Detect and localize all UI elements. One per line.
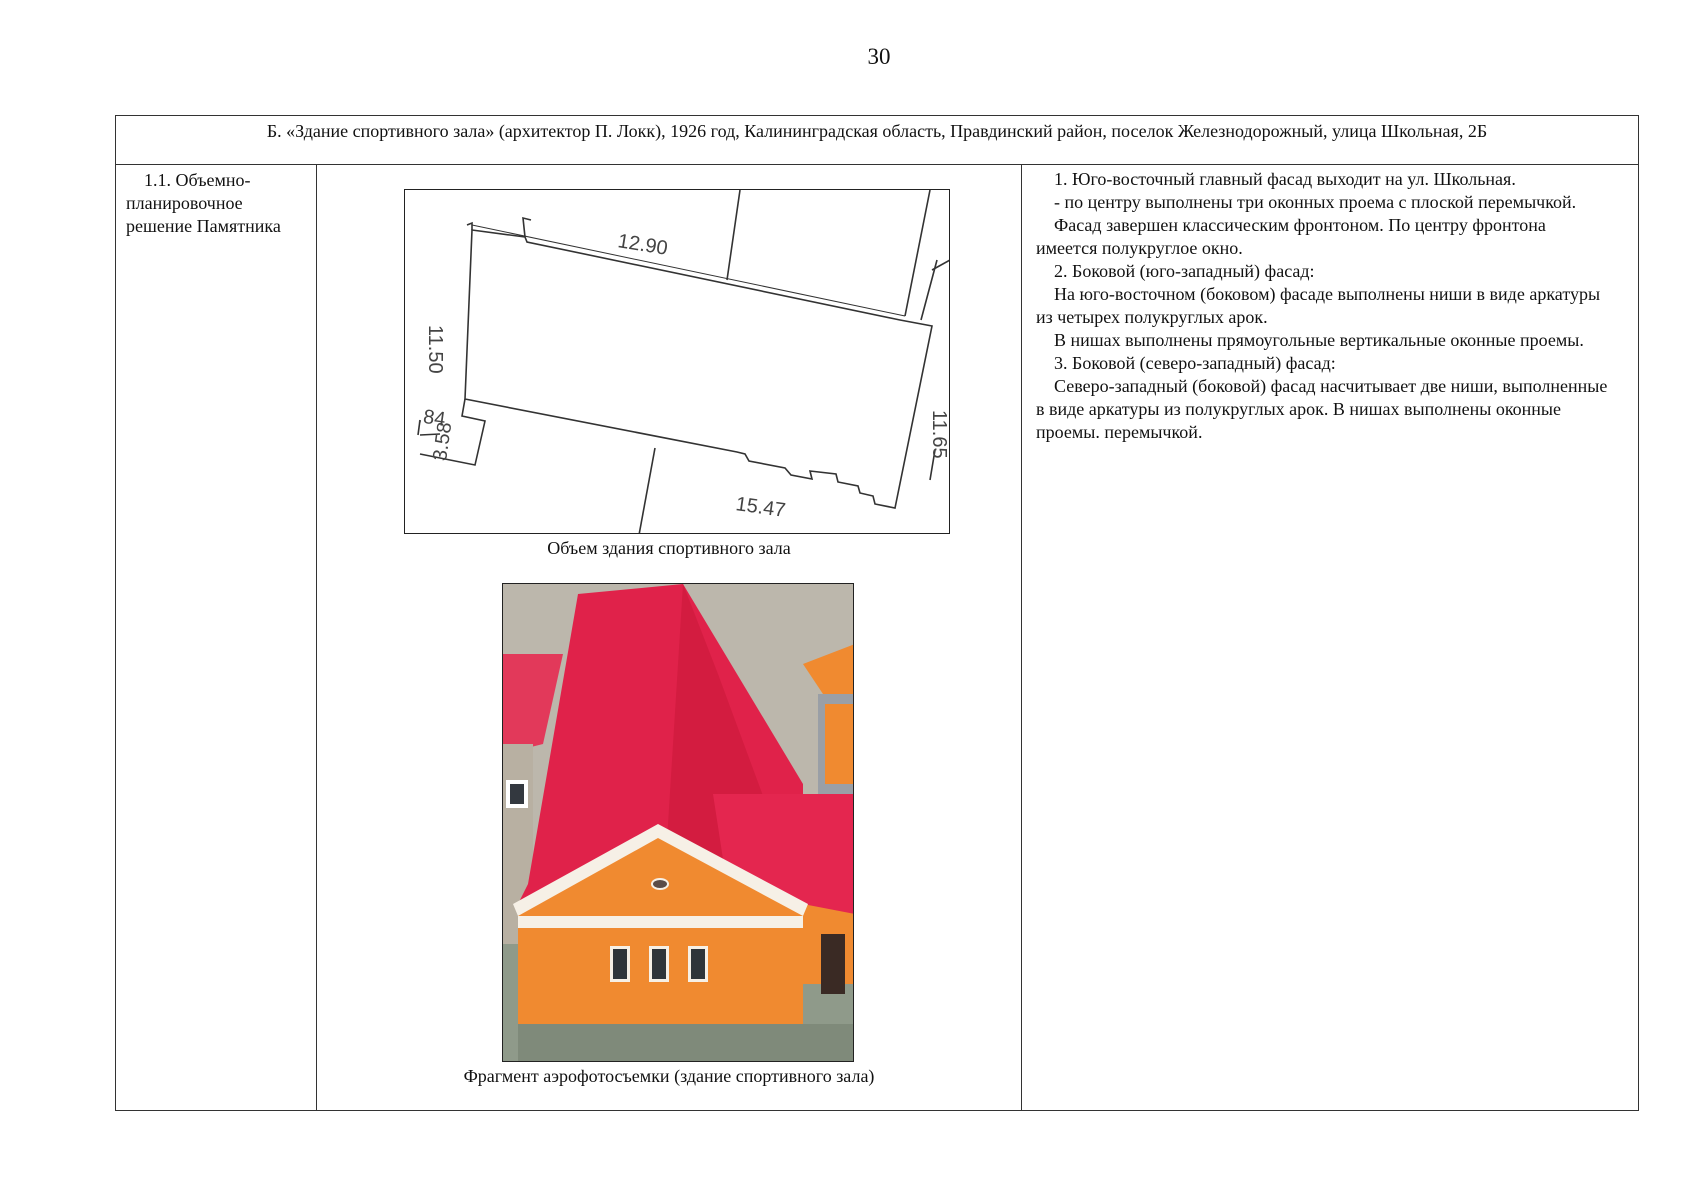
illustrations-cell	[317, 165, 1022, 1110]
row-label-cell	[116, 165, 317, 1110]
row-label: 1.1. Объемно-планировочное решение Памятника	[126, 170, 281, 236]
building-plan-figure	[404, 189, 950, 534]
dim-left-label: 11.50	[424, 325, 446, 374]
description-cell	[1022, 165, 1638, 1110]
description-line: Северо-западный (боковой) фасад насчитывает две ниши, выполненные в виде аркатуры из полукруглых арок. В нишах выполнены оконные проемы. перемычкой.	[1036, 376, 1608, 442]
aerial-photo	[502, 583, 854, 1062]
description-line: 3. Боковой (северо-западный) фасад:	[1054, 353, 1336, 373]
dim-top-label: 12.90	[616, 230, 670, 260]
description-line: - по центру выполнены три оконных проема с плоской перемычкой.	[1054, 192, 1577, 212]
aerial-photo-drawing	[503, 584, 854, 1062]
description-line: Фасад завершен классическим фронтоном. По центру фронтона имеется полукруглое окно.	[1036, 215, 1546, 258]
dim-bottom-label: 15.47	[734, 493, 787, 522]
table-header: Б. «Здание спортивного зала» (архитектор П. Локк), 1926 год, Калининградская область, Правдинский район, поселок Железнодорожный, улица Школьная, 2Б	[116, 116, 1638, 165]
page-number: 30	[867, 44, 891, 69]
description-line: 1. Юго-восточный главный фасад выходит на ул. Школьная.	[1054, 169, 1516, 189]
description-line: В нишах выполнены прямоугольные вертикальные оконные проемы.	[1054, 330, 1584, 350]
dim-small-a-label: .84	[416, 405, 447, 431]
photo-caption: Фрагмент аэрофотосъемки (здание спортивного зала)	[463, 1066, 875, 1086]
plan-caption: Объем здания спортивного зала	[547, 538, 791, 558]
description-line: 2. Боковой (юго-западный) фасад:	[1054, 261, 1315, 281]
dim-right-label: 11.65	[928, 410, 950, 459]
document-table	[115, 115, 1639, 1111]
building-plan-drawing	[405, 190, 950, 534]
description-line: На юго-восточном (боковом) фасаде выполнены ниши в виде аркатуры из четырех полукруглых арок.	[1036, 284, 1601, 327]
dim-small-b-label: 3.58	[429, 420, 457, 463]
